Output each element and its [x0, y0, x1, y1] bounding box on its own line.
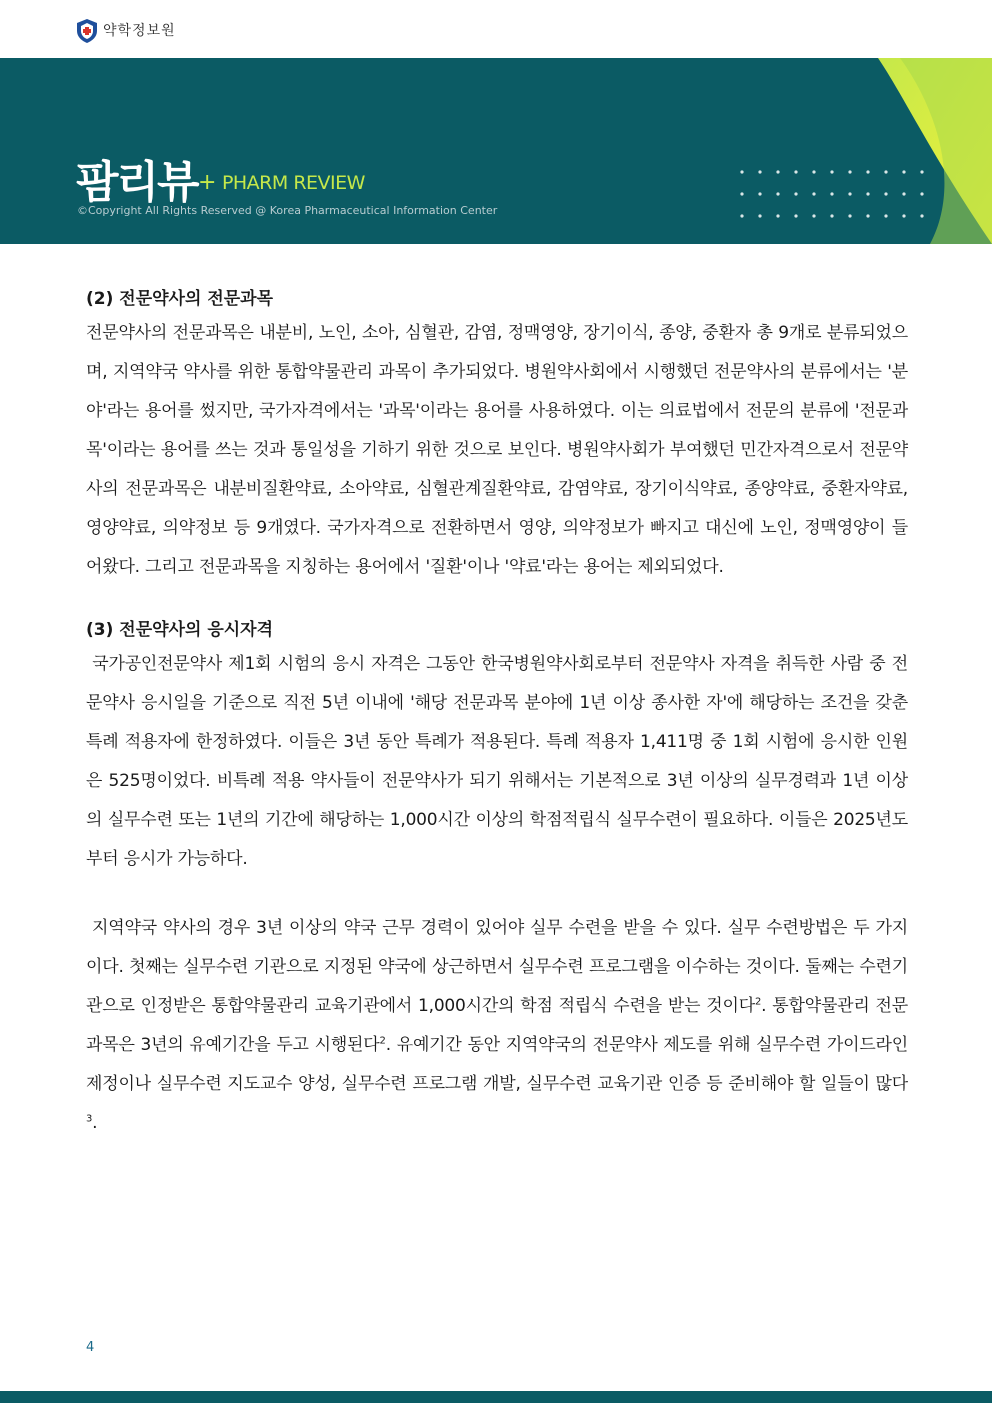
page-number: 4: [86, 1340, 95, 1355]
publication-subtitle: [198, 170, 365, 195]
footer-bar: [0, 1391, 992, 1403]
subtitle-text: PHARM REVIEW: [221, 172, 365, 194]
reference-marker: 2: [754, 996, 762, 1008]
paragraph-2-part-a: 지역약국 약사의 경우 3년 이상의 약국 근무 경력이 있어야 실무 수련을 받을 수 있다. 실무 수련방법은 두 가지이다. 첫째는 실무수련 기관으로 지정된 약국에 상근하면서 실무수련 프로그램을 이수하는 것이다. 둘째는 수련기관으로 인정받은 통합약물관리 교육기관에서 1,000시간의 학점 적립식 수련을 받는 것이다: [86, 918, 908, 1016]
section-3-paragraph-1: [86, 645, 908, 879]
section-3-heading: (3) 전문약사의 응시자격: [86, 620, 274, 640]
copyright-notice: ©Copyright All Rights Reserved @ Korea Pharmaceutical Information Center: [77, 204, 498, 217]
paragraph-2-part-b: . 통합약물관리 전문과목은 3년의 유예기간을 두고 시행된다: [86, 996, 908, 1055]
article-body: [86, 284, 908, 1143]
subtitle-plus: +: [198, 170, 216, 195]
top-strip: [0, 0, 992, 60]
paragraph-2-part-d: .: [92, 1113, 98, 1133]
section-3-paragraph-1-text: 국가공인전문약사 제1회 시험의 응시 자격은 그동안 한국병원약사회로부터 전문약사 자격을 취득한 사람 중 전문약사 응시일을 기준으로 직전 5년 이내에 '해당 전문과목 분야에 1년 이상 종사한 자'에 해당하는 조건을 갖춘 특례 적용자에 한정하였다. 이들은 3년 동안 특례가 적용된다. 특례 적용자 1,411명 중 1회 시험에 응시한 인원은 525명이었다. 비특례 적용 약사들이 전문약사가 되기 위해서는 기본적으로 3년 이상의 실무경력과 1년 이상의 실무수련 또는 1년의 기간에 해당하는 1,000시간 이상의 학점적립식 실무수련이 필요하다. 이들은 2025년도부터 응시가 가능하다.: [86, 654, 908, 869]
paragraph-2-part-c: . 유예기간 동안 지역약국의 전문약사 제도를 위해 실무수련 가이드라인 제정이나 실무수련 지도교수 양성, 실무수련 프로그램 개발, 실무수련 교육기관 인증 등 준비해야 할 일들이 많다: [86, 1035, 909, 1094]
kpic-logo-icon: [76, 18, 98, 44]
reference-marker: 2: [379, 1035, 386, 1047]
org-name: 약학정보원: [103, 23, 176, 39]
section-2-heading: (2) 전문약사의 전문과목: [86, 289, 274, 309]
section-3-paragraph-2: [86, 909, 908, 1143]
reference-marker: 3: [86, 1113, 93, 1125]
publication-title: 팜리뷰: [76, 157, 198, 208]
dot-pattern-decoration: [740, 170, 930, 220]
section-2-paragraph: 전문약사의 전문과목은 내분비, 노인, 소아, 심혈관, 감염, 정맥영양, 장기이식, 종양, 중환자 총 9개로 분류되었으며, 지역약국 약사를 위한 통합약물관리 과목이 추가되었다. 병원약사회에서 시행했던 전문약사의 분류에서는 '분야'라는 용어를 썼지만, 국가자격에서는 '과목'이라는 용어를 사용하였다. 이는 의료법에서 전문의 분류에 '전문과목'이라는 용어를 쓰는 것과 통일성을 기하기 위한 것으로 보인다. 병원약사회가 부여했던 민간자격으로서 전문약사의 전문과목은 내분비질환약료, 소아약료, 심혈관계질환약료, 감염약료, 장기이식약료, 종양약료, 중환자약료, 영양약료, 의약정보 등 9개였다. 국가자격으로 전환하면서 영양, 의약정보가 빠지고 대신에 노인, 정맥영양이 들어왔다. 그리고 전문과목을 지칭하는 용어에서 '질환'이나 '약료'라는 용어는 제외되었다.: [86, 323, 908, 577]
header-banner: [0, 58, 992, 244]
